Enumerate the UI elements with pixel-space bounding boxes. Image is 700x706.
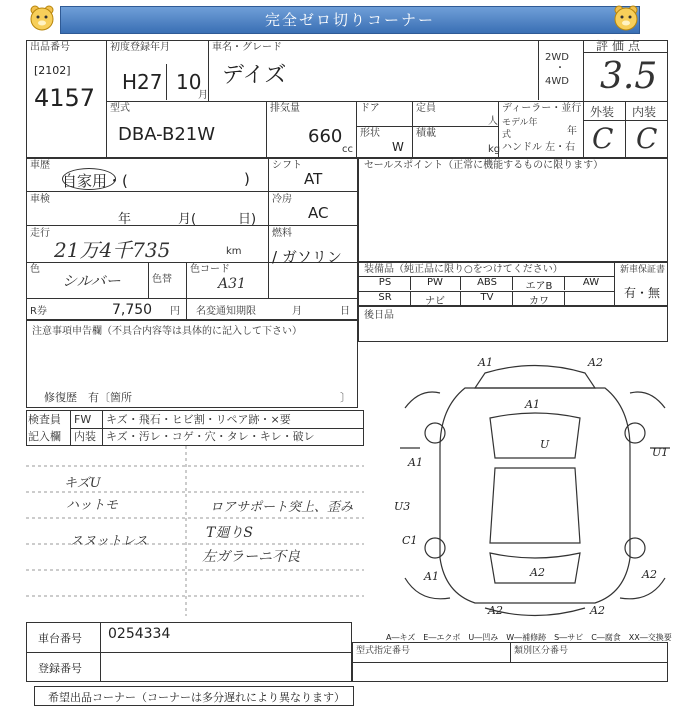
equipment-item: エアB [525, 281, 553, 292]
equipment-item: PS [378, 277, 392, 288]
damage-mark: A2 [590, 604, 605, 617]
handnote-2: ハットモ [66, 498, 119, 513]
model-type-value: DBA-B21W [118, 124, 216, 145]
displacement-value: 660 [308, 126, 343, 147]
equipment-item: TV [480, 292, 494, 303]
banner-title: 完全ゼロ切りコーナー [60, 6, 640, 34]
handnote-3: スヌットレス [70, 534, 148, 549]
door-label: ドア [360, 103, 380, 114]
bear-mascot-icon [612, 4, 640, 32]
capacity-unit: 人 [488, 116, 498, 127]
color-code-value: A31 [218, 276, 246, 292]
handnote-1: キズU [64, 476, 101, 491]
equipment-item: ナビ [425, 296, 445, 307]
color-value: シルバー [62, 272, 121, 290]
interior-value: C [636, 122, 658, 155]
interior-label: 内装 [632, 105, 657, 119]
car-damage-diagram [380, 348, 690, 628]
color-label: 色 [30, 264, 40, 275]
damage-mark: C1 [402, 534, 418, 547]
notice-label: 名変通知期限 [196, 306, 256, 317]
lot-sub: [2102] [34, 64, 71, 77]
first-reg-month-unit: 月 [198, 90, 208, 101]
warranty-value: 有・無 [624, 286, 661, 300]
inspection-label: 車検 [30, 194, 50, 205]
sales-point-box [358, 158, 668, 262]
notes-label: 注意事項申告欄（不具合内容等は具体的に記入して下さい） [32, 326, 302, 337]
recycle-value: 7,750 [112, 302, 153, 318]
recycle-unit: 円 [170, 306, 180, 317]
damage-mark: A1 [408, 456, 423, 469]
drive-4wd: 4WD [545, 76, 569, 87]
damage-mark: U [540, 438, 550, 451]
damage-mark: U1 [652, 446, 669, 459]
color-change-label: 色替 [152, 274, 172, 285]
exterior-value: C [592, 122, 614, 155]
drive-2wd: 2WD [545, 52, 569, 63]
capacity-label: 定員 [416, 103, 436, 114]
exterior-label: 外装 [590, 105, 615, 119]
first-reg-month: 10 [176, 70, 202, 94]
bear-mascot-icon [28, 4, 56, 32]
sales-point-label: セールスポイント（正常に機能するものに限ります） [364, 160, 604, 171]
damage-mark: A1 [525, 398, 540, 411]
chassis-label: 車台番号 [38, 632, 82, 645]
fuel-label: 燃料 [272, 228, 292, 239]
model-year-unit: 年 [567, 126, 577, 137]
equipment-label: 装備品（純正品に限り○をつけてください） [364, 264, 563, 275]
car-name-value: デイズ [222, 63, 287, 88]
handnote-6: 左ガラーニ不良 [202, 549, 300, 565]
displacement-unit: cc [342, 144, 353, 155]
history-value: 自家用・( [62, 172, 128, 190]
mileage-label: 走行 [30, 228, 50, 239]
post-fit-box [358, 306, 668, 342]
shape-label: 形状 [360, 128, 380, 139]
interior-items: キズ・汚レ・コゲ・穴・タレ・キレ・破レ [106, 430, 315, 443]
category-label: 類別区分番号 [514, 646, 569, 656]
equipment-item: PW [427, 277, 443, 288]
damage-mark: A2 [488, 604, 503, 617]
dealer-label: ディーラー・並行 [502, 103, 582, 114]
model-year-label: モデル年式 [502, 118, 538, 140]
chassis-value: 0254334 [108, 626, 171, 642]
warranty-label: 新車保証書 [620, 265, 666, 275]
fuel-value: / ガソリン [272, 248, 342, 266]
shift-value: AT [304, 170, 323, 188]
repair-history: 修復歴 有〔箇所 [44, 391, 132, 404]
handnote-5: T廻りS [206, 525, 253, 541]
grade-label: 評価点 [596, 39, 645, 53]
damage-mark: A2 [530, 566, 545, 579]
designation-label: 型式指定番号 [356, 646, 411, 656]
footer-title: 希望出品コーナー（コーナーは多分遅れにより異なります） [48, 691, 345, 704]
damage-mark: A1 [424, 570, 439, 583]
mileage-unit: km [226, 246, 242, 257]
lot-number: 4157 [34, 84, 96, 112]
color-code-label: 色コード [190, 264, 230, 275]
post-fit-label: 後日品 [364, 310, 394, 321]
equipment-item: AW [582, 277, 600, 288]
equipment-item: カワ [529, 296, 549, 307]
shift-label: シフト [272, 160, 302, 171]
damage-mark: A1 [478, 356, 493, 369]
equipment-item: SR [378, 292, 392, 303]
car-name-label: 車名・グレード [212, 42, 282, 53]
loading-unit: kg [488, 144, 501, 155]
ac-value: AC [308, 204, 329, 222]
displacement-label: 排気量 [270, 103, 300, 114]
mileage-value: 21万4千735 [54, 238, 171, 262]
handle-label: ハンドル 左・右 [502, 142, 576, 153]
plate-label: 登録番号 [38, 662, 82, 675]
history-label: 車歴 [30, 160, 50, 171]
ac-label: 冷房 [272, 194, 292, 205]
banner [0, 0, 700, 36]
recycle-label: R券 [30, 306, 47, 317]
damage-mark: A2 [642, 568, 657, 581]
lot-label: 出品番号 [30, 42, 70, 53]
loading-label: 積載 [416, 128, 436, 139]
model-type-label: 型式 [110, 103, 130, 114]
handnote-4: ロアサポート突上、歪み [210, 500, 354, 515]
damage-legend: A―キズ E―エクボ U―凹み W―補修跡 S―サビ C―腐食 XX―交換要 [386, 633, 672, 642]
history-circle [62, 168, 116, 190]
grade-value: 3.5 [600, 56, 658, 97]
equipment-item: ABS [477, 277, 497, 288]
fw-items: キズ・飛石・ヒビ割・リペア跡・×要 [106, 413, 291, 426]
first-reg-era: H27 [122, 70, 163, 94]
damage-mark: A2 [588, 356, 603, 369]
first-reg-label: 初度登録年月 [110, 42, 170, 53]
damage-mark: U3 [394, 500, 411, 513]
shape-value: W [392, 140, 404, 154]
